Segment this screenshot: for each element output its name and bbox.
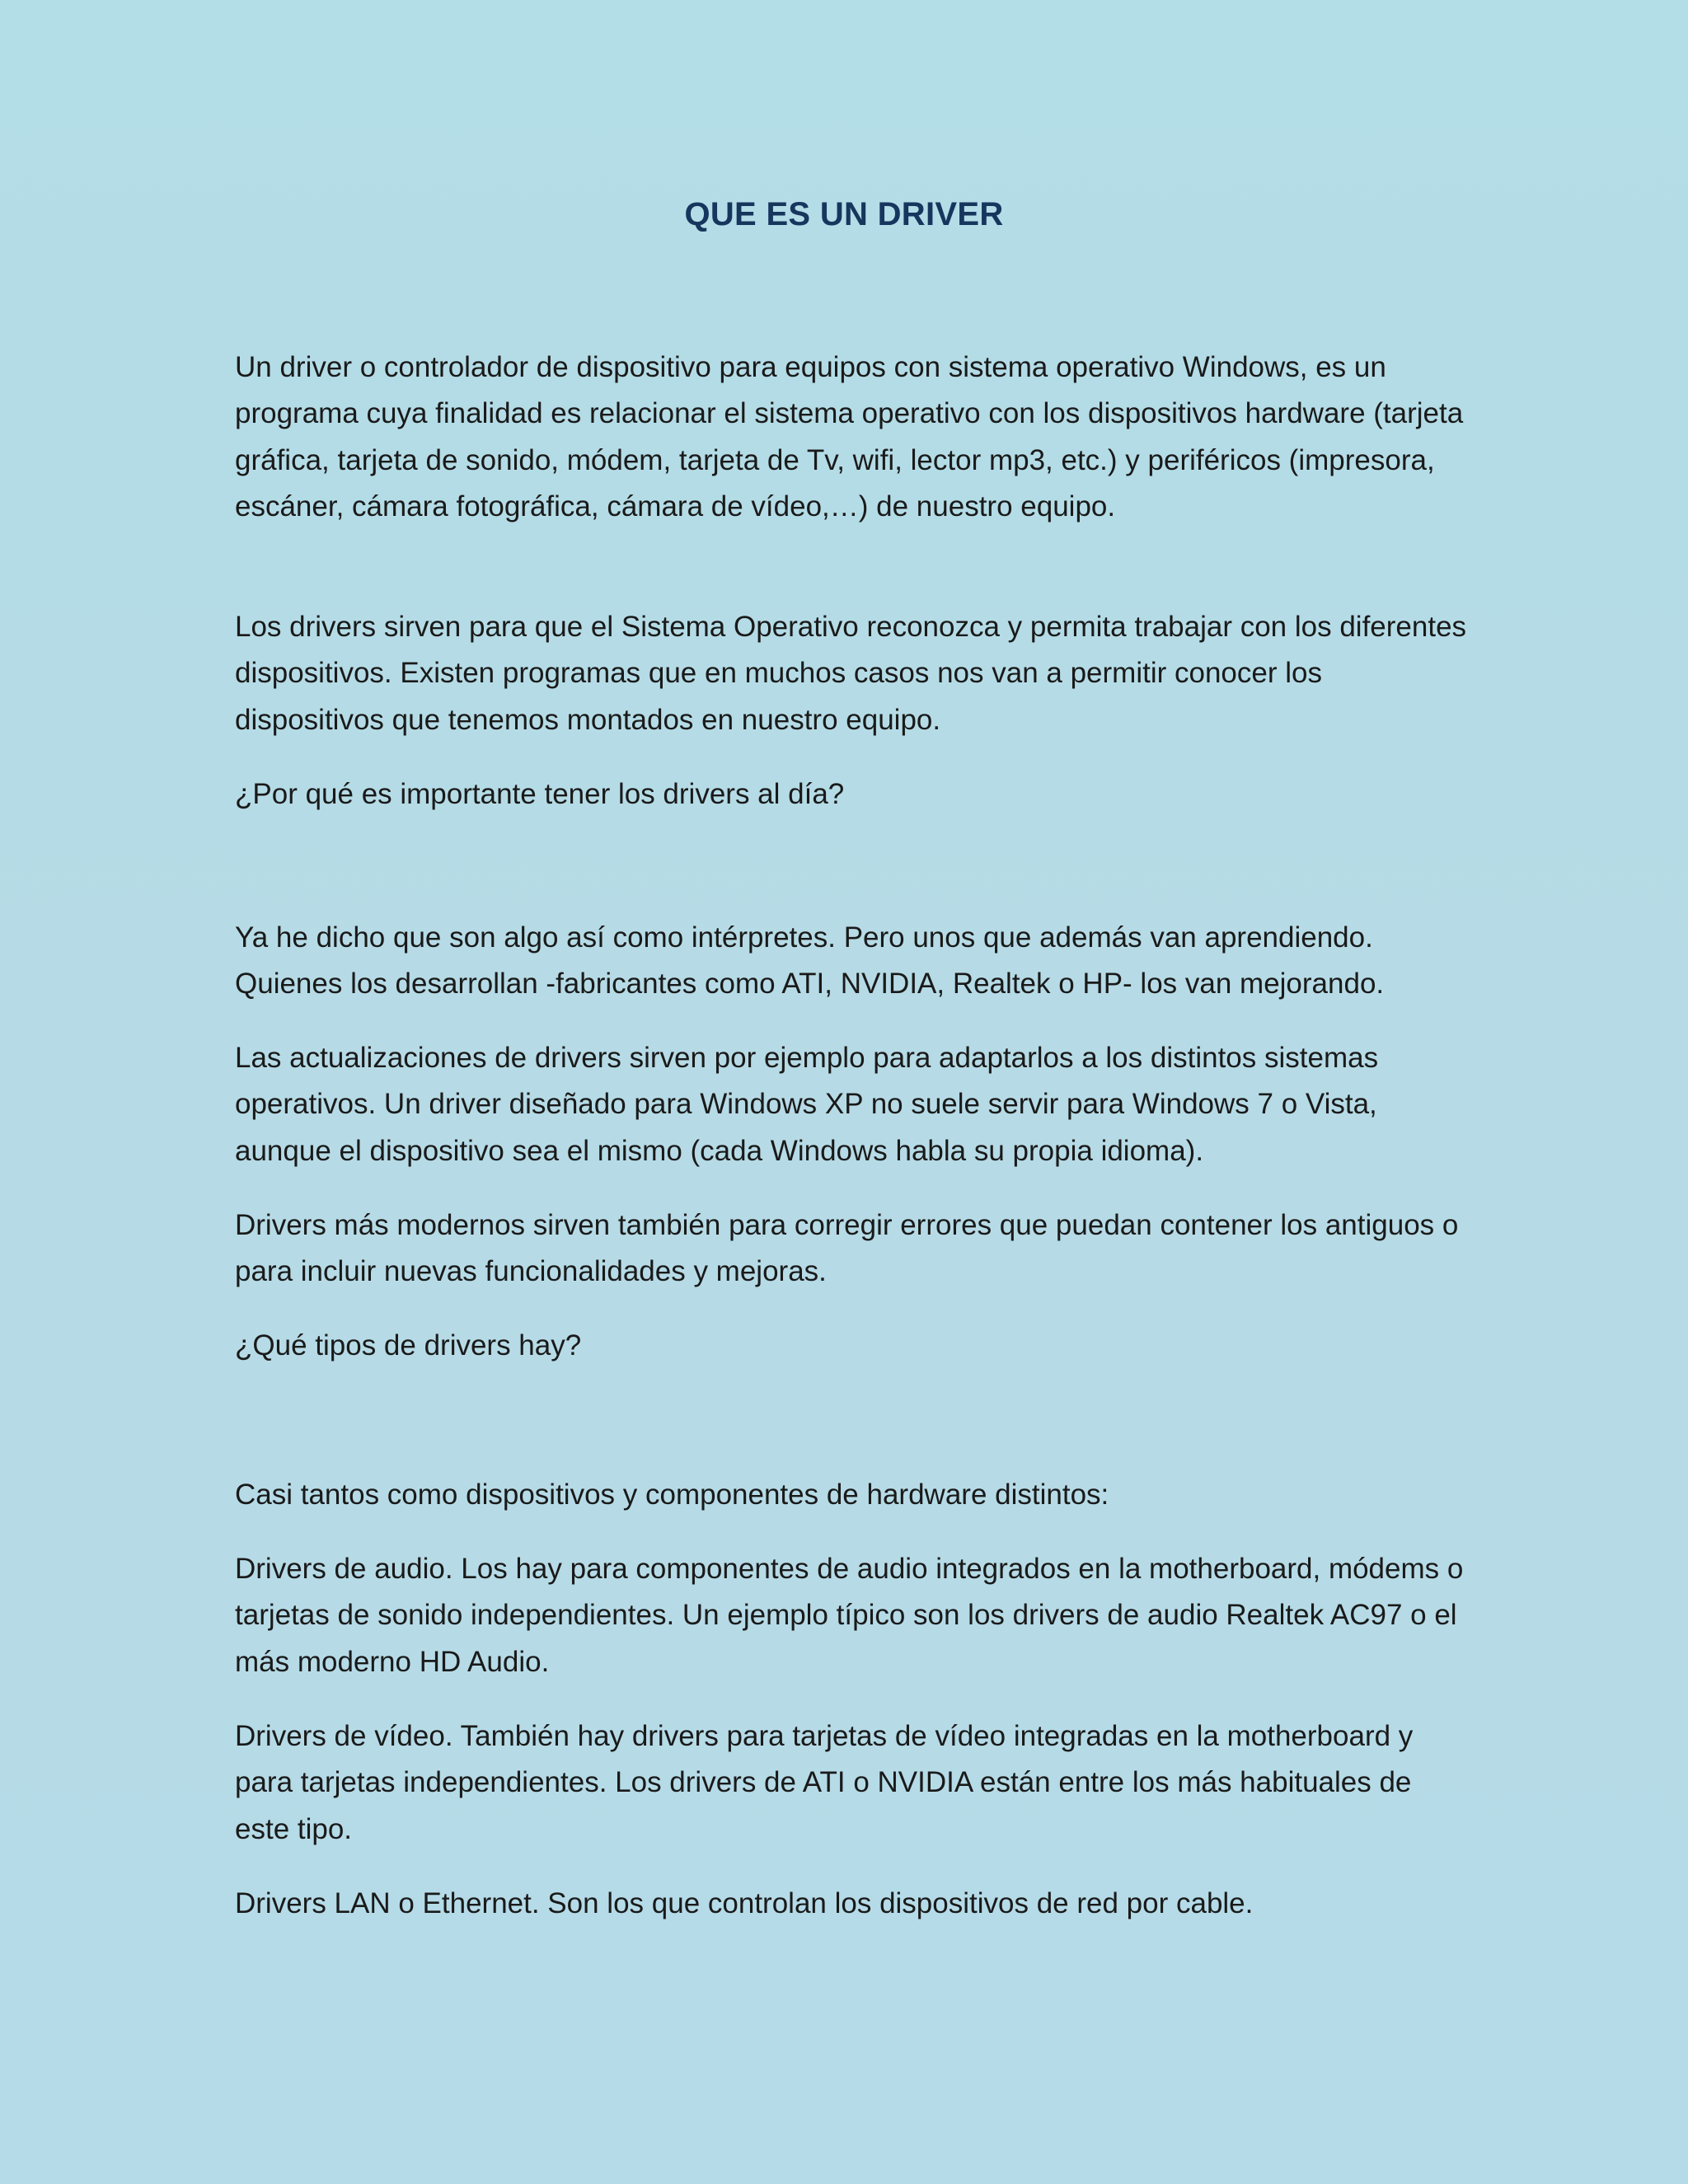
document-title: QUE ES UN DRIVER xyxy=(684,196,1004,232)
question-importance: ¿Por qué es importante tener los drivers al día? xyxy=(235,778,845,810)
paragraph-types-intro: Casi tantos como dispositivos y componentes de hardware distintos: xyxy=(235,1479,1109,1511)
paragraph-purpose: Los drivers sirven para que el Sistema Operativo reconozca y permita trabajar con los diferentes dispositivos. Existen programas que en muchos casos nos van a permitir conocer los dispositivos que tenemos montados en nuestro equipo. xyxy=(235,611,1467,736)
paragraph-modern-drivers: Drivers más modernos sirven también para corregir errores que puedan contener los antiguos o para incluir nuevas funcionalidades y mejoras. xyxy=(235,1209,1459,1288)
paragraph-video-drivers: Drivers de vídeo. También hay drivers para tarjetas de vídeo integradas en la motherboard y para tarjetas independientes. Los drivers de ATI o NVIDIA están entre los más habituales de este tipo. xyxy=(235,1720,1414,1845)
paragraph-updates: Las actualizaciones de drivers sirven por ejemplo para adaptarlos a los distintos sistemas operativos. Un driver diseñado para Windows XP no suele servir para Windows 7 o Vista, aunque el dispositivo sea el mismo (cada Windows habla su propia idioma). xyxy=(235,1042,1379,1167)
question-driver-types: ¿Qué tipos de drivers hay? xyxy=(235,1329,582,1361)
paragraph-lan-drivers: Drivers LAN o Ethernet. Son los que controlan los dispositivos de red por cable. xyxy=(235,1887,1254,1919)
paragraph-audio-drivers: Drivers de audio. Los hay para componentes de audio integrados en la motherboard, módems o tarjetas de sonido independientes. Un ejemplo típico son los drivers de audio Realtek AC97 o el más moderno HD Audio. xyxy=(235,1553,1464,1678)
paragraph-interpreters: Ya he dicho que son algo así como intérpretes. Pero unos que además van aprendiendo. Quienes los desarrollan -fabricantes como ATI, NVIDIA, Realtek o HP- los van mejorando. xyxy=(235,921,1385,1001)
paragraph-intro: Un driver o controlador de dispositivo para equipos con sistema operativo Windows, es un programa cuya finalidad es relacionar el sistema operativo con los dispositivos hardware (tarjeta gráfica, tarjeta de sonido, módem, tarjeta de Tv, wifi, lector mp3, etc.) y periféricos (impresora, escáner, cámara fotográfica, cámara de vídeo,…) de nuestro equipo. xyxy=(235,351,1464,523)
